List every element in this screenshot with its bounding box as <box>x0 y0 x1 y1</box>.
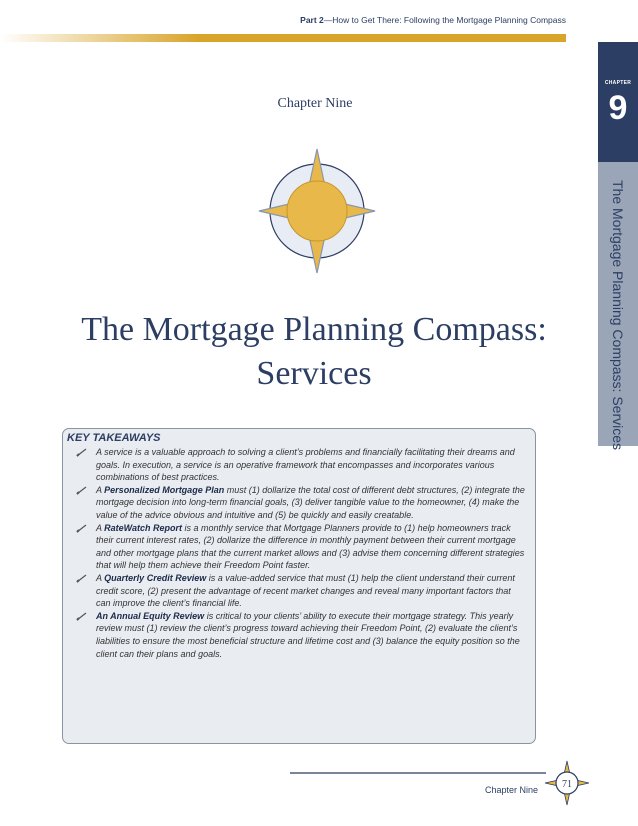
chapter-title <box>0 308 628 396</box>
pen-bullet-icon <box>76 448 87 457</box>
header-subtitle: —How to Get There: Following the Mortgage Planning Compass <box>323 15 566 25</box>
takeaway-term: Personalized Mortgage Plan <box>104 484 225 495</box>
key-takeaways-heading: KEY TAKEAWAYS <box>67 432 161 444</box>
chapter-label: Chapter Nine <box>277 96 353 111</box>
takeaway-item <box>63 484 527 522</box>
pen-bullet-icon <box>76 524 87 533</box>
takeaway-term: RateWatch Report <box>104 522 183 533</box>
header-part: Part 2 <box>300 15 324 25</box>
takeaway-prefix: A <box>96 572 105 583</box>
running-header <box>0 15 566 25</box>
takeaway-prefix: A <box>96 522 105 533</box>
footer-chapter-label: Chapter Nine <box>484 785 538 795</box>
takeaway-rest: is a monthly service that Mortgage Planners provide to (1) help homeowners track their current interest rates, (2) dollarize the difference in monthly payment between their current mortgage and other mortgage plans that the current market allows and (3) advise them concerning different strategies that will help them achieve their Freedom Point faster. <box>96 522 525 571</box>
key-takeaways-list <box>63 446 527 660</box>
compass-rose-icon <box>258 148 376 274</box>
page-compass-badge <box>544 760 590 806</box>
takeaway-rest: is critical to your clients’ ability to execute their mortgage strategy. This yearly review must (1) review the client’s progress toward achieving their Freedom Point, (2) evaluate the client’s liabilities to ensure the most beneficial structure and lifetime cost and (3) balance the equity position so the client can their plans and goals. <box>96 610 520 659</box>
sidebar-vertical-title: The Mortgage Planning Compass: Services <box>610 180 626 451</box>
takeaway-term: Quarterly Credit Review <box>104 572 207 583</box>
takeaway-prefix: A service is a valuable approach to solving a client’s problems and financially facilitating their dreams and goals. In execution, a service is an operative framework that encompasses and incorporates various combinations of best practices. <box>96 447 515 483</box>
takeaway-rest: is a value-added service that must (1) help the client understand their current credit score, (2) present the advantage of recent market changes and reveal many important factors that can improve the client’s financial life. <box>96 572 515 609</box>
chapter-label-small: CHAPTER <box>604 80 632 86</box>
pen-bullet-icon <box>76 574 87 583</box>
chapter-title-line2: Services <box>256 355 372 392</box>
pen-bullet-icon <box>76 486 87 495</box>
pen-bullet-icon <box>76 612 87 621</box>
takeaway-term: An Annual Equity Review <box>96 610 205 621</box>
key-takeaways-box <box>62 428 536 744</box>
takeaway-prefix: A <box>96 484 105 495</box>
footer-rule <box>290 772 546 774</box>
takeaway-item <box>63 446 527 484</box>
chapter-number: 9 <box>608 89 628 127</box>
header-rule <box>0 34 566 42</box>
takeaway-rest: must (1) dollarize the total cost of different debt structures, (2) integrate the mortgage decision into long-term financial goals, (3) deliver tangible value to the homeowner, (4) make the value of the advice obvious and intuitive and (5) be quickly and easily creatable. <box>96 484 525 520</box>
chapter-title-line1: The Mortgage Planning Compass: <box>81 311 547 348</box>
takeaway-item <box>63 522 527 572</box>
takeaway-item <box>63 572 527 610</box>
page-number: 71 <box>562 779 572 790</box>
takeaway-item <box>63 610 527 660</box>
